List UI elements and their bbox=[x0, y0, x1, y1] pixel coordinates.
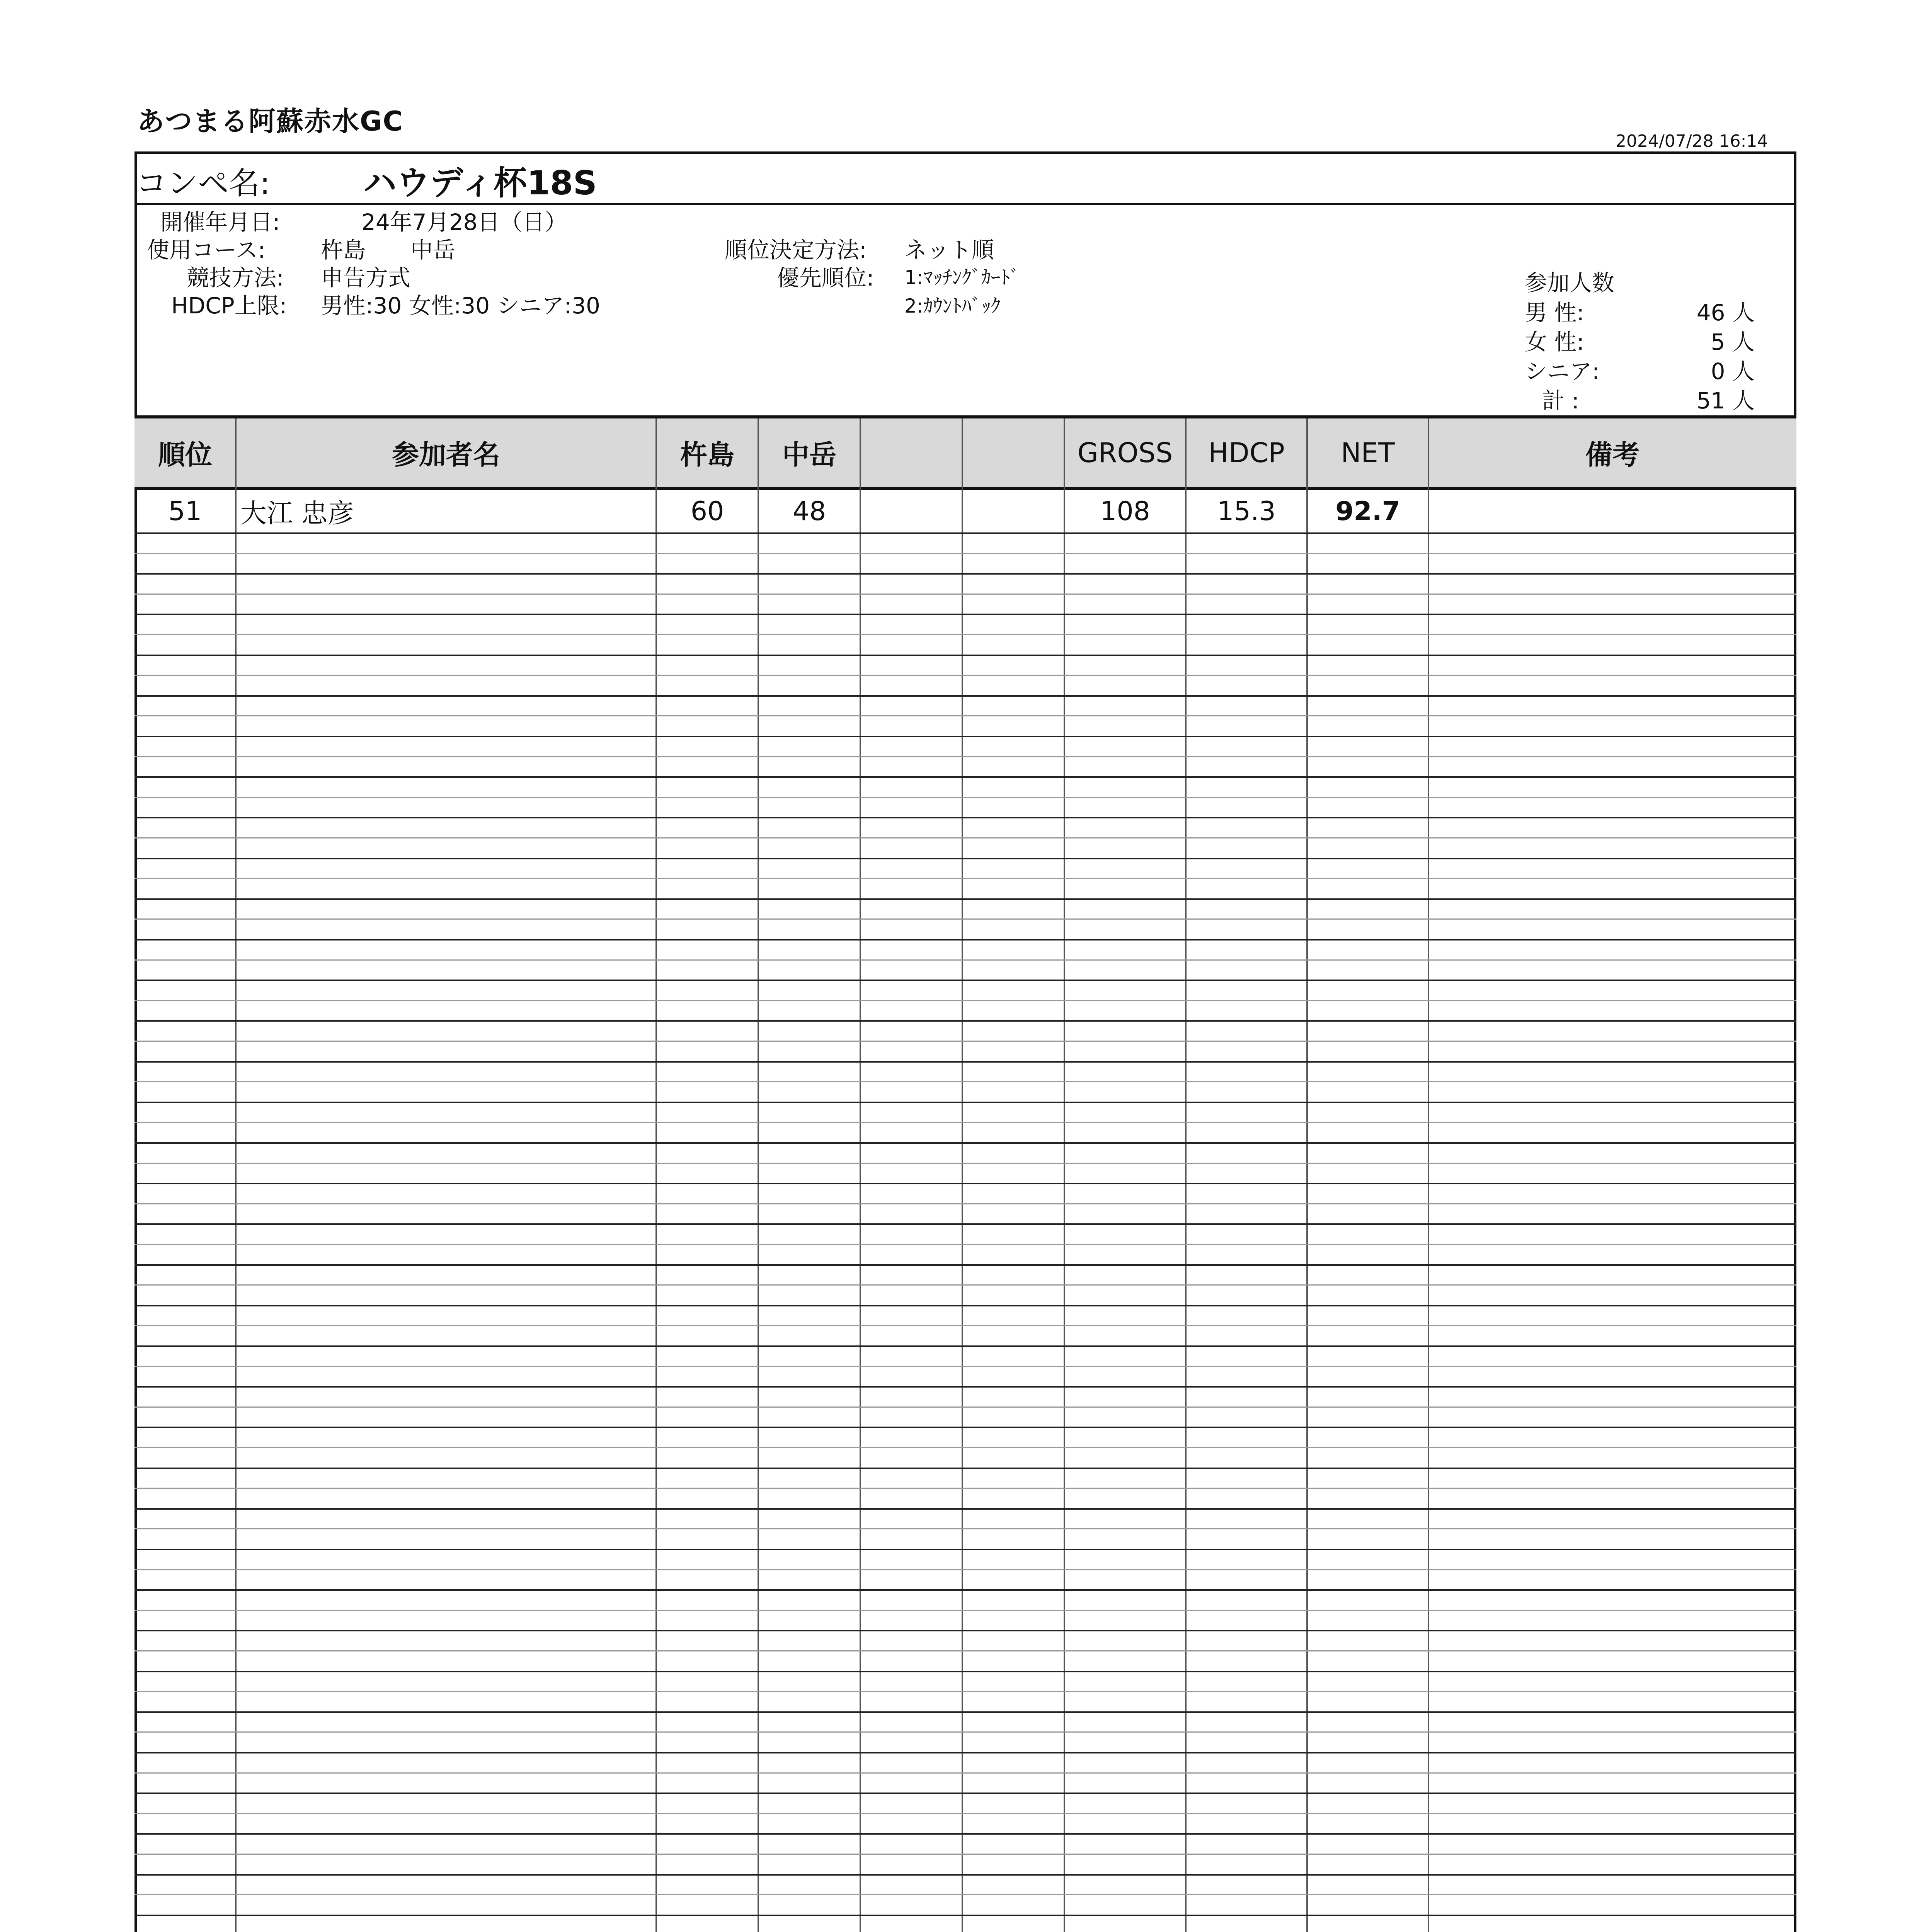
grid-rule bbox=[134, 1325, 1796, 1326]
grid-rule bbox=[134, 1122, 1796, 1123]
grid-rule bbox=[134, 1061, 1796, 1063]
grid-rule bbox=[134, 1813, 1796, 1814]
cell-rank: 51 bbox=[168, 496, 202, 527]
col-divider bbox=[1185, 418, 1187, 1932]
grid-rule bbox=[134, 878, 1796, 879]
participants-title: 参加人数 bbox=[1525, 270, 1615, 296]
grid-rule bbox=[134, 1894, 1796, 1895]
grid-rule bbox=[134, 634, 1796, 635]
club-name: あつまる阿蘇赤水GC bbox=[137, 105, 403, 137]
cell-remarks bbox=[1428, 492, 1796, 531]
ranking-method-value: ネット順 bbox=[904, 237, 994, 263]
grid-rule bbox=[134, 980, 1796, 981]
grid-rule bbox=[134, 1223, 1796, 1225]
grid-rule bbox=[134, 756, 1796, 757]
priority-2: 2:ｶｳﾝﾄﾊﾞｯｸ bbox=[904, 295, 1001, 317]
grid-rule bbox=[134, 797, 1796, 798]
date-label: 開催年月日: bbox=[160, 209, 280, 235]
col-divider bbox=[235, 418, 237, 1932]
cell-course2: 48 bbox=[792, 496, 826, 527]
method-label: 競技方法: bbox=[187, 265, 284, 291]
grid-rule bbox=[134, 675, 1796, 676]
grid-rule bbox=[134, 1244, 1796, 1245]
competition-label: コンペ名: bbox=[136, 165, 270, 201]
grid-rule bbox=[134, 959, 1796, 961]
hdcp-limit-value: 男性:30 女性:30 シニア:30 bbox=[321, 293, 600, 319]
grid-rule bbox=[134, 939, 1796, 940]
date-value: 24年7月28日（日） bbox=[361, 209, 567, 235]
col-course1-header: 杵島 bbox=[680, 439, 734, 471]
grid-rule bbox=[134, 594, 1796, 595]
grid-rule bbox=[134, 695, 1796, 697]
cell-hdcp: 15.3 bbox=[1217, 496, 1276, 527]
grid-rule bbox=[134, 1630, 1796, 1631]
grid-rule bbox=[134, 1488, 1796, 1489]
grid-rule bbox=[134, 1549, 1796, 1550]
col-course2-header: 中岳 bbox=[782, 439, 836, 471]
col-divider bbox=[1306, 418, 1308, 1932]
col-divider bbox=[1428, 418, 1429, 1932]
cell-gross: 108 bbox=[1100, 496, 1150, 527]
grid-rule bbox=[134, 532, 1796, 534]
grid-rule bbox=[134, 1102, 1796, 1103]
grid-rule bbox=[134, 614, 1796, 615]
grid-rule bbox=[134, 1468, 1796, 1469]
print-datetime: 2024/07/28 16:14 bbox=[1616, 131, 1768, 151]
col-divider bbox=[962, 418, 963, 1932]
grid-rule bbox=[134, 898, 1796, 900]
participants-senior-count: 0 人 bbox=[1711, 358, 1755, 384]
cell-course1: 60 bbox=[690, 496, 724, 527]
participants-male-label: 男 性: bbox=[1525, 299, 1584, 326]
grid-rule bbox=[134, 736, 1796, 737]
grid-rule bbox=[134, 1305, 1796, 1306]
grid-rule bbox=[134, 1366, 1796, 1367]
grid-rule bbox=[134, 1386, 1796, 1388]
grid-rule bbox=[134, 553, 1796, 554]
participants-female-label: 女 性: bbox=[1525, 329, 1584, 355]
grid-rule bbox=[134, 817, 1796, 818]
cell-net: 92.7 bbox=[1335, 496, 1400, 527]
grid-rule bbox=[134, 1203, 1796, 1204]
col-divider bbox=[655, 418, 657, 1932]
col-divider bbox=[860, 418, 861, 1932]
grid-rule bbox=[134, 1142, 1796, 1144]
grid-rule bbox=[134, 655, 1796, 656]
info-divider bbox=[134, 415, 1796, 418]
grid-rule bbox=[134, 1671, 1796, 1672]
grid-rule bbox=[134, 1915, 1796, 1916]
grid-rule bbox=[134, 918, 1796, 920]
grid-rule bbox=[134, 1081, 1796, 1082]
grid-rule bbox=[134, 1752, 1796, 1753]
hdcp-limit-label: HDCP上限: bbox=[171, 293, 287, 319]
grid-rule bbox=[134, 1691, 1796, 1692]
grid-rule bbox=[134, 1772, 1796, 1774]
grid-rule bbox=[134, 1041, 1796, 1042]
grid-rule bbox=[134, 1183, 1796, 1184]
col-rank-header: 順位 bbox=[158, 439, 212, 471]
table-header-row bbox=[134, 418, 1796, 490]
col-hdcp-header: HDCP bbox=[1208, 437, 1285, 469]
grid-rule bbox=[134, 858, 1796, 859]
course-label: 使用コース: bbox=[147, 237, 266, 263]
participants-total-label: 計 : bbox=[1542, 388, 1579, 414]
grid-rule bbox=[134, 1854, 1796, 1855]
grid-rule bbox=[134, 573, 1796, 575]
col-name-header: 参加者名 bbox=[392, 439, 500, 471]
col-blank1-header bbox=[860, 418, 962, 487]
grid-rule bbox=[134, 1650, 1796, 1651]
grid-rule bbox=[134, 837, 1796, 838]
grid-rule bbox=[134, 1589, 1796, 1591]
grid-rule bbox=[134, 1000, 1796, 1001]
grid-rule bbox=[134, 1406, 1796, 1408]
grid-rule bbox=[134, 1610, 1796, 1611]
grid-rule bbox=[134, 1163, 1796, 1164]
col-divider bbox=[1064, 418, 1065, 1932]
col-remarks-header: 備考 bbox=[1585, 439, 1639, 471]
grid-rule bbox=[134, 1833, 1796, 1835]
grid-rule bbox=[134, 1264, 1796, 1266]
grid-rule bbox=[134, 1528, 1796, 1529]
grid-rule bbox=[134, 1284, 1796, 1286]
grid-rule bbox=[134, 1711, 1796, 1713]
grid-rule bbox=[134, 776, 1796, 778]
grid-rule bbox=[134, 1569, 1796, 1570]
col-net-header: NET bbox=[1341, 437, 1395, 469]
priority-label: 優先順位: bbox=[777, 265, 874, 291]
participants-total-count: 51 人 bbox=[1696, 388, 1755, 414]
priority-1: 1:ﾏｯﾁﾝｸﾞｶｰﾄﾞ bbox=[904, 266, 1020, 289]
course-value: 杵島 中岳 bbox=[321, 237, 456, 263]
participants-male-count: 46 人 bbox=[1696, 299, 1755, 326]
grid-rule bbox=[134, 1427, 1796, 1428]
participants-senior-label: シニア: bbox=[1525, 358, 1600, 384]
method-value: 申告方式 bbox=[321, 265, 411, 291]
participants-female-count: 5 人 bbox=[1711, 329, 1755, 355]
grid-rule bbox=[134, 1508, 1796, 1510]
col-divider bbox=[758, 418, 759, 1932]
grid-rule bbox=[134, 1793, 1796, 1794]
grid-rule bbox=[134, 1447, 1796, 1448]
competition-name: ハウディ杯18S bbox=[363, 164, 597, 202]
cell-name: 大江 忠彦 bbox=[240, 498, 354, 529]
grid-rule bbox=[134, 1020, 1796, 1022]
grid-rule bbox=[134, 1731, 1796, 1733]
grid-rule bbox=[134, 715, 1796, 716]
grid-rule bbox=[134, 1345, 1796, 1347]
grid-rule bbox=[134, 1874, 1796, 1876]
col-gross-header: GROSS bbox=[1077, 437, 1173, 469]
col-blank2-header bbox=[962, 418, 1064, 487]
ranking-method-label: 順位決定方法: bbox=[725, 237, 867, 263]
